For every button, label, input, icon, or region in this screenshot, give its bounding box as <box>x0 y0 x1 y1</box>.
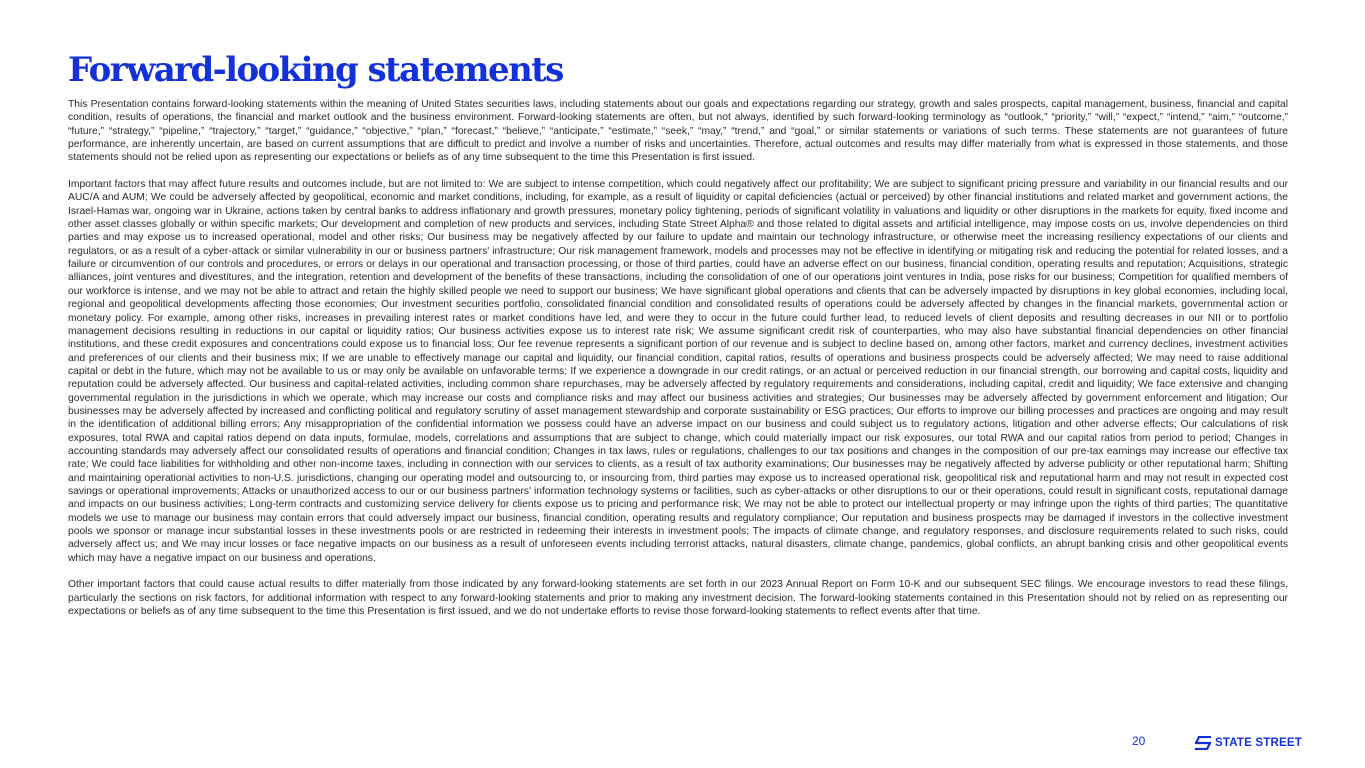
page-number: 20 <box>1132 734 1146 748</box>
paragraph-intro: This Presentation contains forward-looking statements within the meaning of United States securities laws, including statements about our goals and expectations regarding our strategy, growth and sales prospects, capital management, business, financial and capital condition, results of operations, the financial and market outlook and the business environment. Forward-looking statements are often, but not always, identified by such forward-looking terminology as “outlook,” “priority,” “will,” “expect,” “intend,” “aim,” “outcome,” “future,” “strategy,” “pipeline,” “trajectory,” “target,” “guidance,” “objective,” “plan,” “forecast,” “believe,” “anticipate,” “estimate,” “seek,” “may,” “trend,” and “goal,” or similar statements or variations of such terms. These statements are not guarantees of future performance, are inherently uncertain, are based on current assumptions that are difficult to predict and involve a number of risks and uncertainties. Therefore, actual outcomes and results may differ materially from what is expressed in those statements, and those statements should not be relied upon as representing our expectations or beliefs as of any time subsequent to the time this Presentation is first issued. <box>68 99 1288 164</box>
paragraph-risk-factors: Important factors that may affect future results and outcomes include, but are not limited to: We are subject to intense competition, which could negatively affect our profitability; We are subject to significant pricing pressure and variability in our financial results and our AUC/A and AUM; We could be adversely affected by geopolitical, economic and market conditions, including, for example, as a result of liquidity or capital deficiencies (actual or perceived) by other financial institutions and related market and government actions, the Israel-Hamas war, ongoing war in Ukraine, actions taken by central banks to address inflationary and growth pressures, monetary policy tightening, periods of significant volatility in valuations and liquidity or other disruptions in the markets for equity, fixed income and other asset classes globally or within specific markets; Our development and completion of new products and services, including State Street Alpha® and those related to digital assets and artificial intelligence, may impose costs on us, involve dependencies on third parties and may expose us to increased operational, model and other risks; Our business may be negatively affected by our failure to update and maintain our technology infrastructure, or otherwise meet the increasing resiliency expectations of our clients and regulators, or as a result of a cyber-attack or similar vulnerability in our or business partners' infrastructure; Our risk management framework, models and processes may not be effective in identifying or mitigating risk and reducing the potential for related losses, and a failure or circumvention of our controls and procedures, or errors or delays in our operational and transaction processing, or those of third parties, could have an adverse effect on our business, financial condition, operating results and reputation; Acquisitions, strategic alliances, joint ventures and divestitures, and the integration, retention and development of the benefits of these transactions, including the consolidation of one of our operations joint ventures in India, pose risks for our business; Competition for qualified members of our workforce is intense, and we may not be able to attract and retain the highly skilled people we need to support our business; We have significant global operations and clients that can be adversely impacted by disruptions in key global economies, including local, regional and geopolitical developments affecting those economies; Our investment securities portfolio, consolidated financial condition and consolidated results of operations could be adversely affected by changes in the financial markets, governmental action or monetary policy. For example, among other risks, increases in prevailing interest rates or market conditions have led, and were they to occur in the future could further lead, to reduced levels of client deposits and resulting decreases in our NII or to portfolio management decisions resulting in reductions in our capital or liquidity ratios; Our business activities expose us to interest rate risk; We assume significant credit risk of counterparties, who may also have substantial financial dependencies on other financial institutions, and these credit exposures and concentrations could expose us to financial loss; Our fee revenue represents a significant portion of our revenue and is subject to decline based on, among other factors, market and currency declines, investment activities and preferences of our clients and their business mix; If we are unable to effectively manage our capital and liquidity, our financial condition, capital ratios, results of operations and business prospects could be adversely affected; We may need to raise additional capital or debt in the future, which may not be available to us or may only be available on unfavorable terms; If we experience a downgrade in our credit ratings, or an actual or perceived reduction in our financial strength, our borrowing and capital costs, liquidity and reputation could be adversely affected. Our business and capital-related activities, including common share repurchases, may be adversely affected by regulatory requirements and considerations, including capital, credit and liquidity; We face extensive and changing governmental regulation in the jurisdictions in which we operate, which may increase our costs and compliance risks and may affect our business activities and strategies; Our businesses may be adversely affected by government enforcement and litigation; Our businesses may be adversely affected by increased and conflicting political and regulatory scrutiny of asset management stewardship and corporate sustainability or ESG practices; Our efforts to improve our billing processes and practices are ongoing and may result in the identification of additional billing errors; Any misappropriation of the confidential information we possess could have an adverse impact on our business and could subject us to regulatory actions, litigation and other adverse effects; Our calculations of risk exposures, total RWA and capital ratios depend on data inputs, formulae, models, correlations and assumptions that are subject to change, which could materially impact our risk exposures, our total RWA and our capital ratios from period to period; Changes in accounting standards may adversely affect our consolidated results of operations and financial condition; Changes in tax laws, rules or regulations, challenges to our tax positions and changes in the composition of our pre-tax earnings may increase our effective tax rate; We could face liabilities for withholding and other non-income taxes, including in connection with our services to clients, as a result of tax authority examinations; Our businesses may be negatively affected by adverse publicity or other reputational harm; Shifting and maintaining operational activities to non-U.S. jurisdictions, changing our operating model and outsourcing to, or insourcing from, third parties may expose us to increased operational risk, geopolitical risk and reputational harm and may not result in expected cost savings or operational improvements; Attacks or unauthorized access to our or our business partners' information technology systems or facilities, such as cyber-attacks or other disruptions to our or their operations, could result in significant costs, reputational damage and impacts on our business activities; Long-term contracts and customizing service delivery for clients expose us to pricing and performance risk; We may not be able to protect our intellectual property or may infringe upon the rights of third parties; The quantitative models we use to manage our business may contain errors that could adversely impact our business, financial condition, operating results and regulatory compliance; Our reputation and business prospects may be damaged if investors in the collective investment pools we sponsor or manage incur substantial losses in these investments pools or are restricted in redeeming their interests in investment pools; The impacts of climate change, and regulatory responses, and disclosure requirements related to such risks, could adversely affect us; and We may incur losses or face negative impacts on our business as a result of unforeseen events including terrorist attacks, natural disasters, climate change, pandemics, global conflicts, an abrupt banking crisis and other geopolitical events which may have a negative impact on our business and operations. <box>68 179 1288 564</box>
logo-text: STATE STREET <box>1215 737 1302 749</box>
page-title: Forward-looking statements <box>68 50 563 90</box>
paragraph-other-factors: Other important factors that could cause actual results to differ materially from those indicated by any forward-looking statements are set forth in our 2023 Annual Report on Form 10-K and our subsequent SEC filings. We encourage investors to read these filings, particularly the sections on risk factors, for additional information with respect to any forward-looking statements and prior to making any investment decision. The forward-looking statements contained in this Presentation should not by relied on as representing our expectations or beliefs as of any time subsequent to the time this Presentation is first issued, and we do not undertake efforts to revise those forward-looking statements to reflect events after that time. <box>68 579 1288 618</box>
disclaimer-body <box>68 98 1288 618</box>
state-street-logo-icon <box>1194 736 1212 750</box>
state-street-logo <box>1194 733 1302 753</box>
